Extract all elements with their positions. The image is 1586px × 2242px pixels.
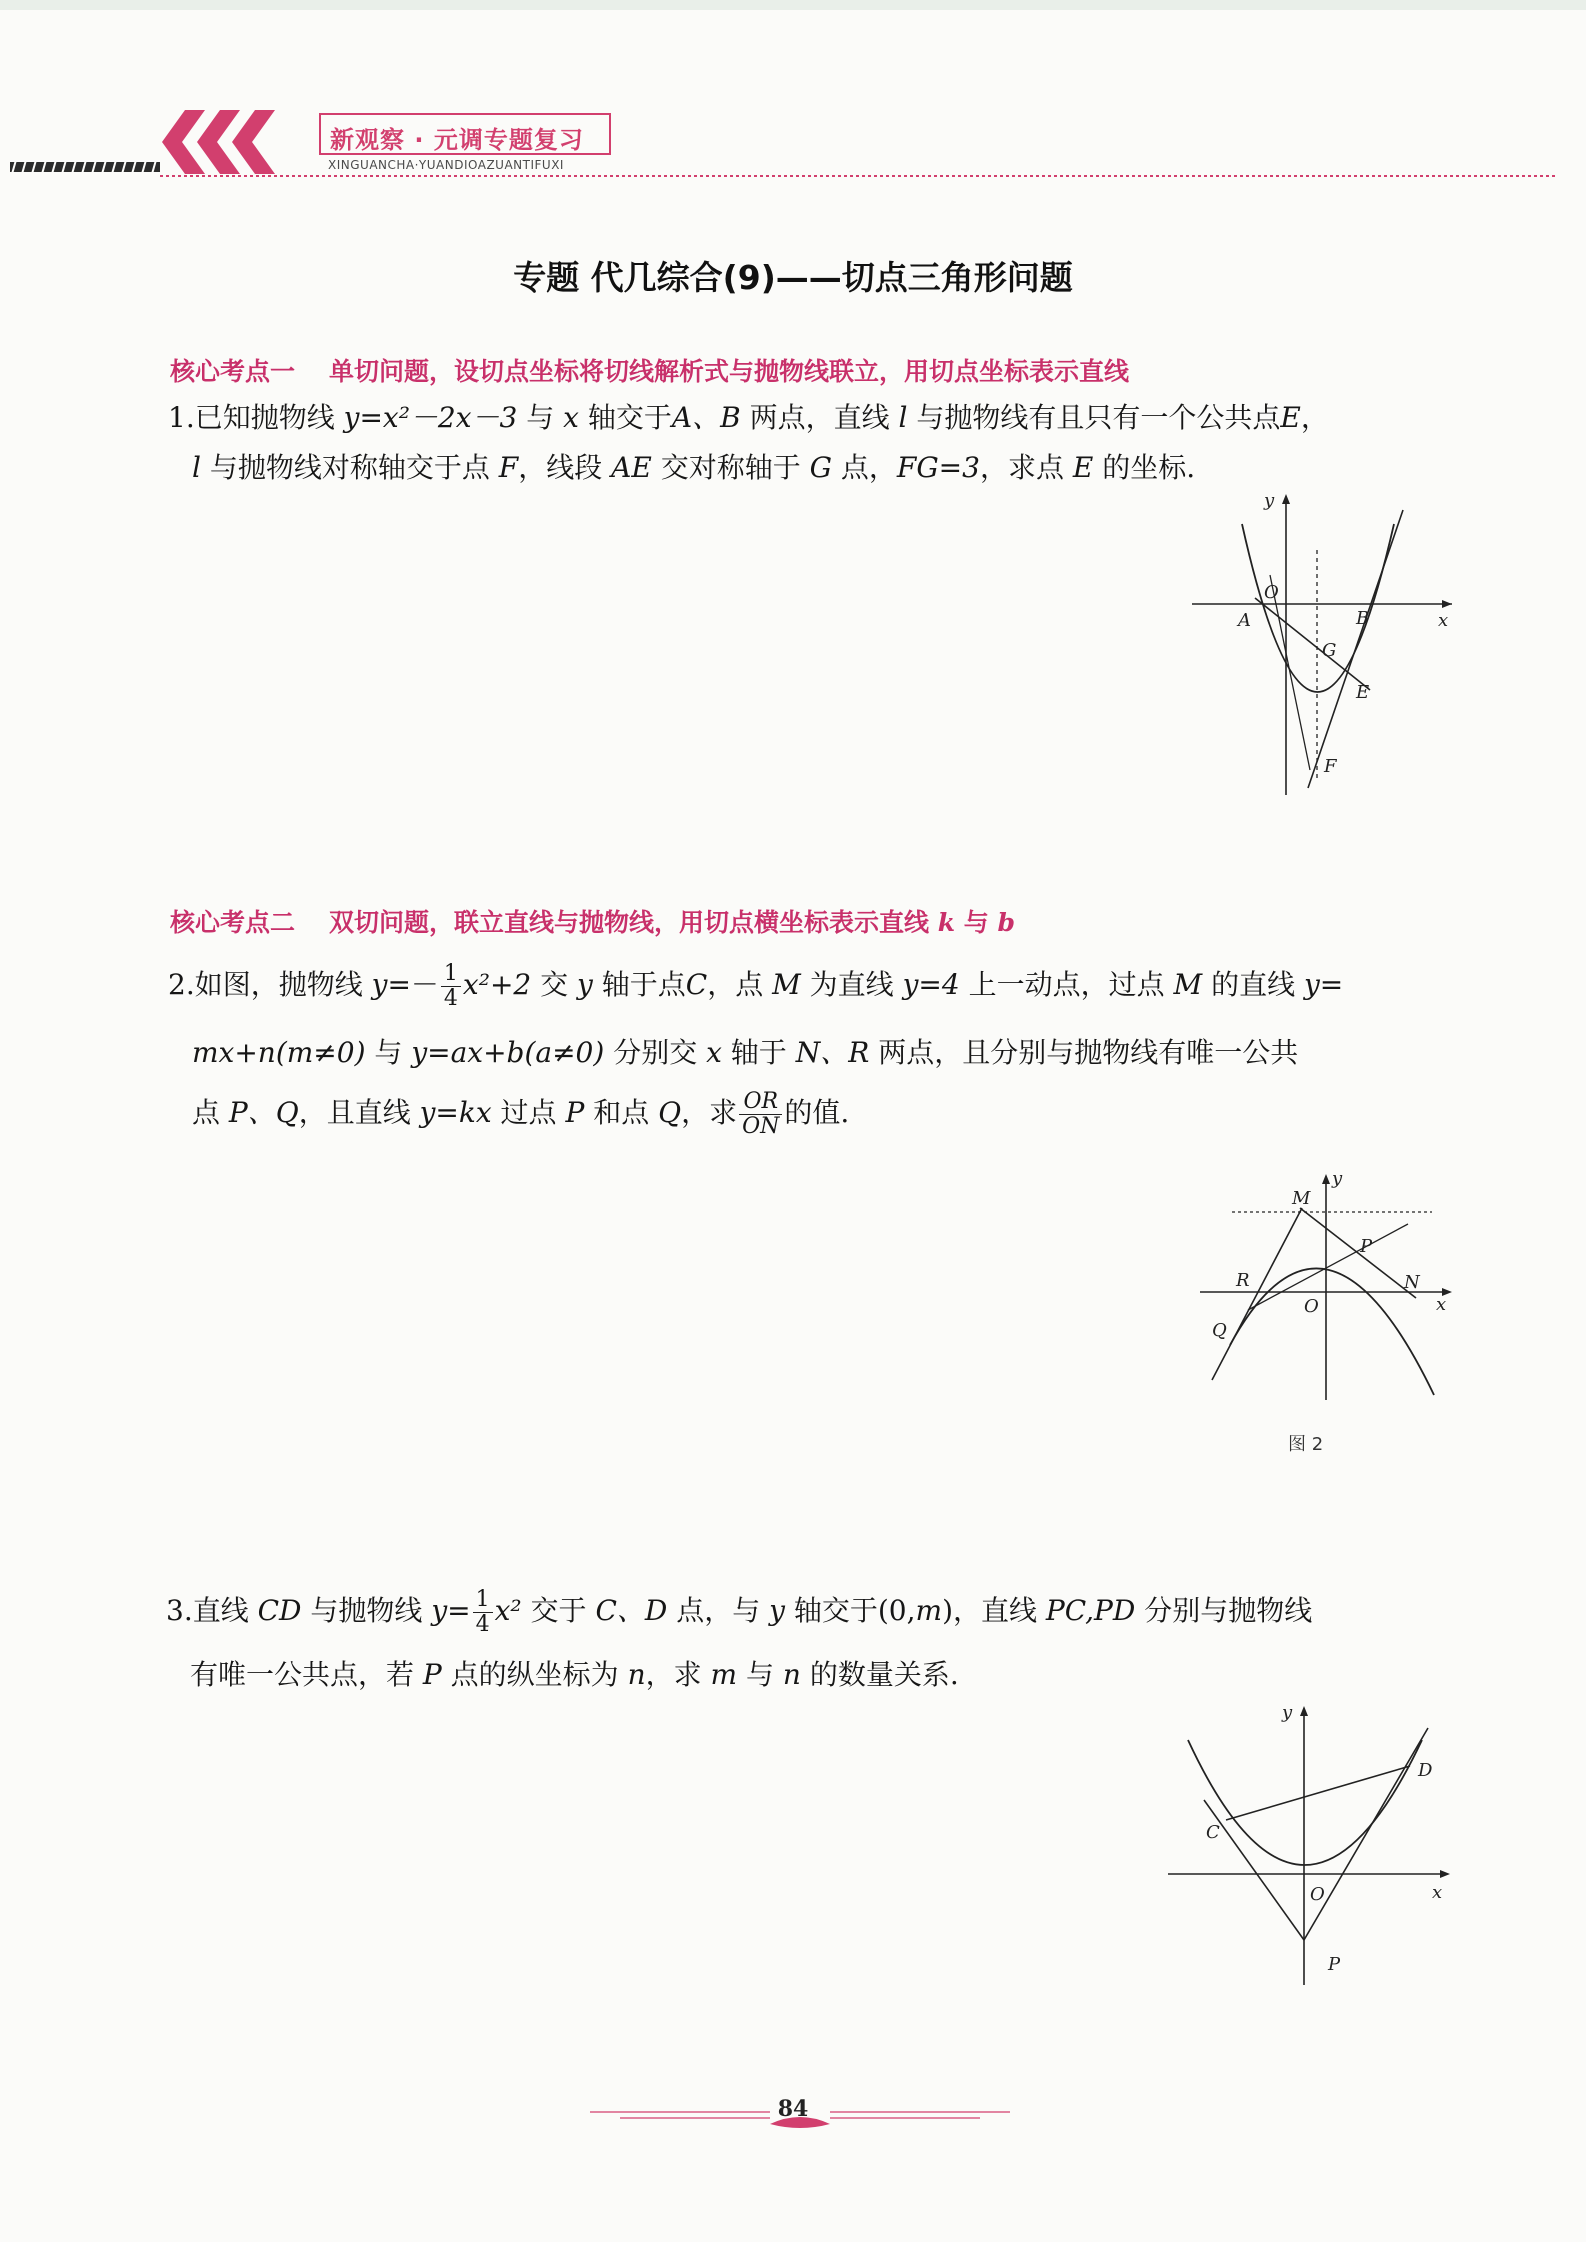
parabola xyxy=(1242,524,1394,692)
p3-x2: x² xyxy=(494,1594,522,1627)
p3-text: )，直线 xyxy=(942,1594,1046,1627)
p3-var-m: m xyxy=(710,1658,738,1691)
line-cd xyxy=(1226,1766,1410,1820)
p3-text: 3.直线 xyxy=(166,1594,258,1627)
p2-text: ，点 xyxy=(707,968,773,1001)
p3-text: 的数量关系. xyxy=(800,1658,959,1691)
label-g: G xyxy=(1322,640,1337,661)
p1-point-e: E xyxy=(1072,451,1094,484)
p2-point-p: P xyxy=(565,1096,585,1129)
problem-3-line-2 xyxy=(190,1652,959,1698)
label-m: M xyxy=(1292,1188,1311,1209)
p2-eq-ax: y=ax+b(a≠0) xyxy=(411,1036,605,1069)
p2-point-m: M xyxy=(1173,968,1203,1001)
p2-var-y: y xyxy=(371,968,388,1001)
line-mq xyxy=(1212,1208,1302,1380)
p1-text: 点， xyxy=(831,451,897,484)
section-1-desc: 单切问题，设切点坐标将切线解析式与抛物线联立，用切点坐标表示直线 xyxy=(329,357,1130,386)
label-o: O xyxy=(1264,582,1279,603)
p3-var-m: m xyxy=(915,1594,943,1627)
p3-points-cd: C、D xyxy=(595,1594,668,1627)
section-2-var-k: k xyxy=(937,908,956,937)
p2-frac-den: 4 xyxy=(443,986,458,1011)
p2-text: 2.如图，抛物线 xyxy=(168,968,372,1001)
header-series-pinyin: XINGUANCHA·YUANDIOAZUANTIFUXI xyxy=(328,158,564,172)
figure-2-caption: 图 2 xyxy=(1288,1434,1324,1455)
label-y-axis: y xyxy=(1332,1170,1343,1189)
header-series-title: 新观察 · 元调专题复习 xyxy=(330,126,584,154)
problem-1-line-2 xyxy=(192,445,1195,491)
segment-ae xyxy=(1255,598,1370,690)
p3-line-cd: CD xyxy=(257,1594,302,1627)
problem-3-line-1 xyxy=(166,1588,1312,1637)
p2-var-x: x xyxy=(706,1036,722,1069)
line-pc xyxy=(1204,1800,1304,1940)
section-1-heading xyxy=(170,352,1129,388)
p1-line-l: l xyxy=(192,451,201,484)
p3-text: 有唯一公共点，若 xyxy=(190,1658,423,1691)
header-banner xyxy=(10,110,1555,190)
p3-lines-pc-pd: PC,PD xyxy=(1045,1594,1136,1627)
p3-fraction xyxy=(473,1588,493,1637)
page-title: 专题 代几综合(9)——切点三角形问题 xyxy=(513,258,1073,297)
label-e: E xyxy=(1356,682,1370,703)
label-q: Q xyxy=(1212,1320,1227,1341)
p1-point-f: F xyxy=(498,451,519,484)
p2-var-y: y xyxy=(577,968,593,1001)
problem-2-figure xyxy=(1190,1170,1460,1420)
p3-eq: = xyxy=(447,1594,471,1627)
p1-text: 与 xyxy=(517,401,564,434)
p3-text: 点的纵坐标为 xyxy=(441,1658,628,1691)
p1-text: 与抛物线有且只有一个公共点 xyxy=(907,401,1281,434)
p1-segment-ae: AE xyxy=(611,451,652,484)
p2-text: 轴于点 xyxy=(592,968,686,1001)
section-2-name: 核心考点二 xyxy=(170,908,296,937)
page-number: 84 xyxy=(777,2096,809,2122)
header-top-line xyxy=(0,0,1586,10)
label-n: N xyxy=(1404,1272,1420,1293)
p1-text: 与抛物线对称轴交于点 xyxy=(200,451,499,484)
problem-2-line-2 xyxy=(192,1030,1298,1076)
p3-frac-num: 1 xyxy=(473,1588,493,1613)
parabola xyxy=(1188,1740,1422,1865)
label-p: P xyxy=(1360,1236,1373,1257)
p2-eq-kx: y=kx xyxy=(419,1096,492,1129)
label-f: F xyxy=(1324,756,1337,777)
p2-point-m: M xyxy=(772,968,801,1001)
p1-point-e: E xyxy=(1280,401,1301,434)
p1-equation: =x²－2x－3 xyxy=(359,401,518,434)
label-a: A xyxy=(1238,610,1251,631)
p2-text: 与 xyxy=(365,1036,412,1069)
label-r: R xyxy=(1236,1270,1250,1291)
p2-text: ，求 xyxy=(681,1096,738,1129)
section-2-and: 与 xyxy=(955,908,998,937)
problem-1-figure xyxy=(1180,490,1460,800)
p3-frac-den: 4 xyxy=(475,1612,490,1637)
p3-text: 与抛物线 xyxy=(301,1594,432,1627)
p2-points-nr: N、R xyxy=(795,1036,870,1069)
p2-text: 轴于 xyxy=(721,1036,796,1069)
p1-text: 轴交于 xyxy=(578,401,672,434)
p1-point-g: G xyxy=(809,451,832,484)
p3-text: 与 xyxy=(737,1658,783,1691)
label-x-axis: x xyxy=(1438,610,1449,631)
section-2-desc: 双切问题，联立直线与抛物线，用切点横坐标表示直线 xyxy=(329,908,930,937)
section-2-heading xyxy=(170,903,1015,939)
label-b: B xyxy=(1356,608,1370,629)
p2-line-y4: y=4 xyxy=(902,968,960,1001)
p3-text: 交于 xyxy=(521,1594,596,1627)
problem-2-line-3 xyxy=(192,1090,849,1139)
p2-ratio-fraction xyxy=(739,1090,782,1139)
p3-text: 点，与 xyxy=(667,1594,770,1627)
label-y-axis: y xyxy=(1282,1702,1293,1723)
p2-eq: =－ xyxy=(387,968,439,1001)
p2-text: 为直线 xyxy=(800,968,903,1001)
label-p: P xyxy=(1328,1954,1341,1975)
label-o: O xyxy=(1304,1296,1319,1317)
line-pd xyxy=(1304,1728,1428,1940)
p2-text: ，且直线 xyxy=(298,1096,420,1129)
p1-line-l: l xyxy=(898,401,908,434)
p2-x2: x²+2 xyxy=(462,968,532,1001)
p3-var-n: n xyxy=(782,1658,801,1691)
p2-text: 过点 xyxy=(491,1096,566,1129)
p3-point-p: P xyxy=(422,1658,442,1691)
p2-point-c: C xyxy=(685,968,708,1001)
p2-text: 两点，且分别与抛物线有唯一公共 xyxy=(869,1036,1299,1069)
p2-text: 的值. xyxy=(784,1096,850,1129)
section-2-var-b: b xyxy=(997,908,1015,937)
p1-fg-value: FG=3 xyxy=(896,451,980,484)
p2-text: 交 xyxy=(531,968,578,1001)
label-x-axis: x xyxy=(1432,1882,1443,1903)
p3-var-y: y xyxy=(431,1594,448,1627)
p2-fraction xyxy=(441,962,461,1011)
p3-var-n: n xyxy=(627,1658,646,1691)
p2-frac-num: 1 xyxy=(441,962,461,987)
header-chevrons-icon xyxy=(162,110,275,174)
p1-var-x: x xyxy=(563,401,579,434)
p3-text: ，求 xyxy=(645,1658,711,1691)
label-d: D xyxy=(1418,1760,1433,1781)
label-c: C xyxy=(1206,1822,1220,1843)
p2-ratio-num: OR xyxy=(739,1090,782,1115)
label-x-axis: x xyxy=(1436,1294,1447,1315)
problem-1-line-1: 1.已知抛物线 y=x²－2x－3 与 x 轴交于A、B 两点，直线 l 与抛物线有且只有一个公共点E， xyxy=(168,401,1329,434)
p2-ratio-den: ON xyxy=(742,1114,780,1139)
p2-text: 和点 xyxy=(584,1096,659,1129)
p1-text: ，线段 xyxy=(518,451,612,484)
p1-points-ab: A、B xyxy=(671,401,741,434)
p1-var-y: y xyxy=(343,401,360,434)
p2-point-q: Q xyxy=(658,1096,682,1129)
p1-text: 的坐标. xyxy=(1093,451,1196,484)
p1-text: 两点，直线 xyxy=(740,401,899,434)
p2-text: 的直线 xyxy=(1202,968,1304,1001)
p2-text: 分别交 xyxy=(604,1036,707,1069)
p2-text: 上一动点，过点 xyxy=(959,968,1174,1001)
p3-text: 分别与抛物线 xyxy=(1135,1594,1313,1627)
label-o: O xyxy=(1310,1884,1325,1905)
problem-2-line-1 xyxy=(168,962,1343,1011)
p2-points-pq: P、Q xyxy=(228,1096,299,1129)
p3-text: 轴交于(0, xyxy=(784,1594,916,1627)
problem-3-figure xyxy=(1160,1700,1460,1990)
p1-text: 1.已知抛物线 xyxy=(168,401,344,434)
label-y-axis: y xyxy=(1264,490,1275,511)
p3-var-y: y xyxy=(769,1594,785,1627)
p2-eq-start: y= xyxy=(1303,968,1344,1001)
section-1-name: 核心考点一 xyxy=(170,357,296,386)
p2-text: 点 xyxy=(192,1096,229,1129)
p1-text: ，求点 xyxy=(979,451,1073,484)
p2-eq-mx: mx+n(m≠0) xyxy=(192,1036,366,1069)
p1-text: 交对称轴于 xyxy=(651,451,810,484)
